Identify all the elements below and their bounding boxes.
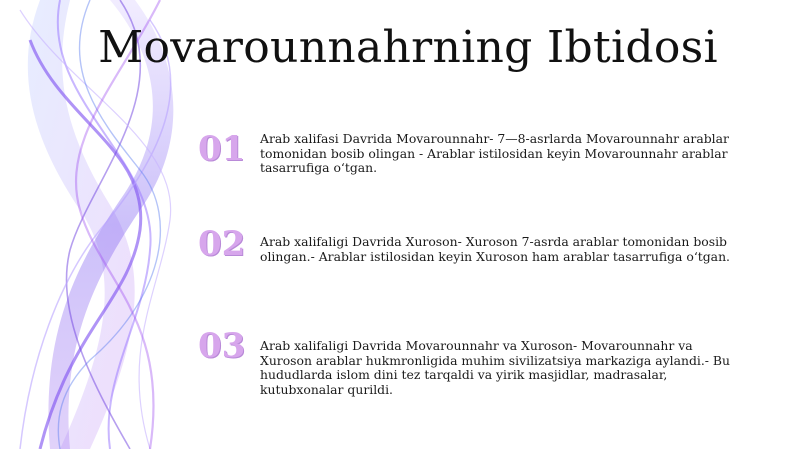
item-number: 03: [198, 326, 246, 366]
item-number: 01: [198, 129, 246, 169]
item-number: 02: [198, 224, 246, 264]
item-text: Arab xalifaligi Davrida Xuroson- Xuroson 7-asrda arablar tomonidan bosib olingan.- Arablar istilosidan keyin Xuroson ham arablar tasarrufiga o‘tgan.: [260, 234, 730, 264]
item-text: Arab xalifaligi Davrida Movarounnahr va Xuroson- Movarounnahr va Xuroson arablar hukmronligida muhim sivilizatsiya markaziga aylandi.- Bu hududlarda islom dini tez tarqaldi va yirik masjidlar, madrasalar, kutubxonalar qurildi.: [260, 338, 730, 397]
slide-title: Movarounnahrning Ibtidosi: [98, 22, 718, 73]
item-text: Arab xalifasi Davrida Movarounnahr- 7—8-asrlarda Movarounnahr arablar tomonidan bosib olingan - Arablar istilosidan keyin Movarounnahr arablar tasarrufiga o‘tgan.: [260, 131, 729, 175]
